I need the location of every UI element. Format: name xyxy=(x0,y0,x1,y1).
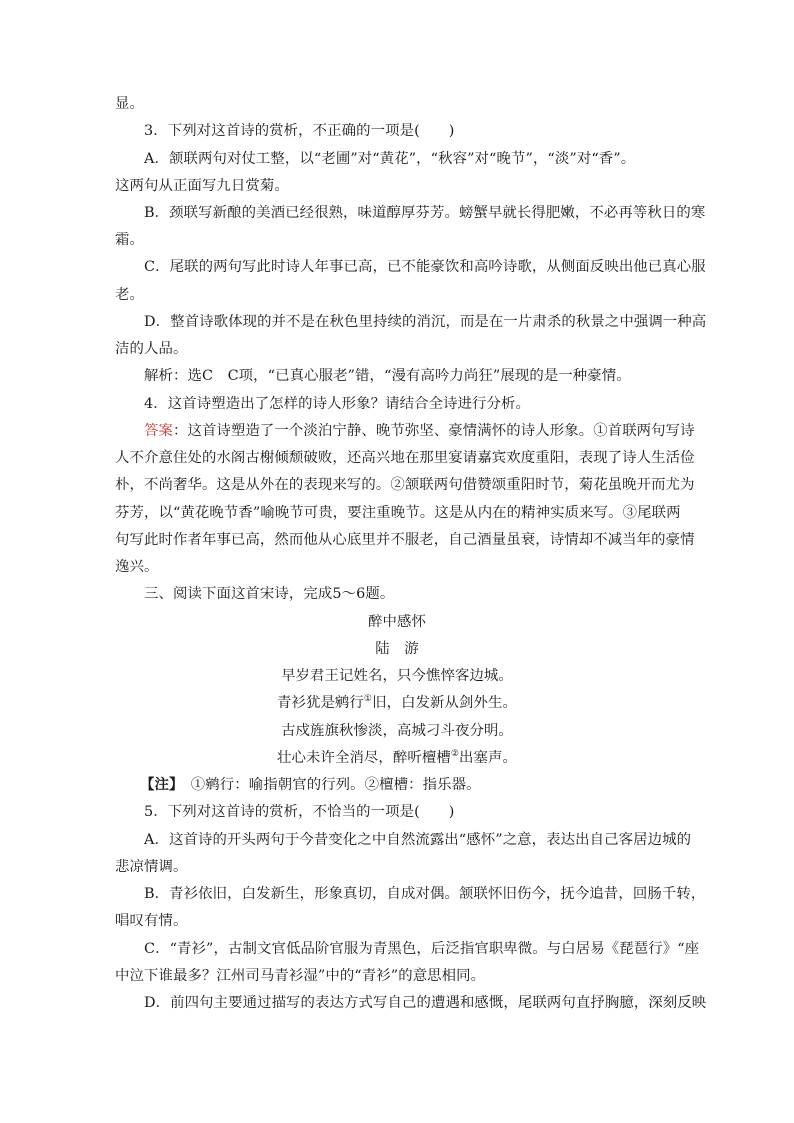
note-label: 【注】 xyxy=(140,776,177,793)
text-line: 这两句从正面写九日赏菊。 xyxy=(115,178,289,194)
analysis: 解析：选C C项，“已真心服老”错，“漫有高吟力尚狂”展现的是一种豪情。 xyxy=(144,368,631,384)
poem-line xyxy=(0,746,794,767)
option-b: B．颈联写新酿的美酒已经很熟，味道醇厚芬芳。螃蟹早就长得肥嫩，不必再等秋日的寒 xyxy=(144,205,706,221)
answer-text: ：这首诗塑造了一个淡泊宁静、晚节弥坚、豪情满怀的诗人形象。①首联两句写诗 xyxy=(172,423,695,439)
text-line: 洁的人品。 xyxy=(115,341,188,357)
text-line: 老。 xyxy=(115,287,144,303)
text-line: 朴，不尚奢华。这是从外在的表现来写的。②颔联两句借赞颂重阳时节，菊花虽晚开而尤为 xyxy=(115,477,695,493)
text-line: 悲凉情调。 xyxy=(115,859,188,875)
text-line: 中泣下谁最多？江州司马青衫湿”中的“青衫”的意思相同。 xyxy=(115,968,486,984)
option-c: C．“青衫”，古制文官低品阶官服为青黑色，后泛指官职卑微。与白居易《琵琶行》“座 xyxy=(144,941,700,957)
answer-label: 答案 xyxy=(144,423,173,439)
poem-line: 古戍旌旗秋惨淡，高城刁斗夜分明。 xyxy=(281,723,513,739)
note-line xyxy=(140,773,481,794)
poem-line xyxy=(0,691,794,712)
section-heading: 三、阅读下面这首宋诗，完成5～6题。 xyxy=(144,586,395,602)
text-line: 逸兴。 xyxy=(115,559,159,575)
poem-text: 旧，白发新从剑外生。 xyxy=(372,695,518,711)
text-line: 显。 xyxy=(115,96,144,112)
option-d: D．前四句主要通过描写的表达方式写自己的遭遇和感慨，尾联两句直抒胸臆，深刻反映 xyxy=(144,995,707,1011)
text-line: 霜。 xyxy=(115,232,144,248)
footnote-mark: ② xyxy=(450,749,460,760)
question-5: 5．下列对这首诗的赏析，不恰当的一项是( ) xyxy=(144,804,455,820)
poem-line: 早岁君王记姓名，只今憔悴客边城。 xyxy=(281,668,513,684)
note-text: ①鹓行：喻指朝官的行列。②檀槽：指乐器。 xyxy=(176,777,481,793)
option-a: A．颔联两句对仗工整，以“老圃”对“黄花”，“秋容”对“晚节”，“淡”对“香”。 xyxy=(144,151,636,167)
option-b: B．青衫依旧，白发新生，形象真切，自成对偶。颔联怀旧伤今，抚今追昔，回肠千转， xyxy=(144,886,706,902)
poem-text: 出塞声。 xyxy=(459,750,518,766)
answer-line xyxy=(144,419,695,440)
text-line: 唱叹有情。 xyxy=(115,913,188,929)
option-d: D．整首诗歌体现的并不是在秋色里持续的消沉，而是在一片肃杀的秋景之中强调一种高 xyxy=(144,314,707,330)
poem-text: 壮心未许全消尽，醉听檀槽 xyxy=(276,750,451,766)
question-3: 3．下列对这首诗的赏析，不正确的一项是( ) xyxy=(144,123,455,139)
question-4: 4．这首诗塑造出了怎样的诗人形象？请结合全诗进行分析。 xyxy=(144,396,531,412)
option-c: C．尾联的两句写此时诗人年事已高，已不能豪饮和高吟诗歌，从侧面反映出他已真心服 xyxy=(144,259,706,275)
option-a: A．这首诗的开头两句于今昔变化之中自然流露出“感怀”之意，表达出自己客居边城的 xyxy=(144,832,692,848)
poem-author: 陆 游 xyxy=(375,641,419,657)
poem-title: 醉中感怀 xyxy=(368,614,426,630)
text-line: 芬芳，以“黄花晚节香”喻晚节可贵，要注重晚节。这是从内在的精神实质来写。③尾联两 xyxy=(115,505,681,521)
text-line: 句写此时作者年事已高，然而他从心底里并不服老，自己酒量虽衰，诗情却不减当年的豪情 xyxy=(115,532,695,548)
poem-text: 青衫犹是鹓行 xyxy=(276,695,364,711)
footnote-mark: ① xyxy=(363,694,373,705)
text-line: 人不介意住处的水阁古榭倾颓破败，还高兴地在那里宴请嘉宾欢度重阳，表现了诗人生活俭 xyxy=(115,450,695,466)
